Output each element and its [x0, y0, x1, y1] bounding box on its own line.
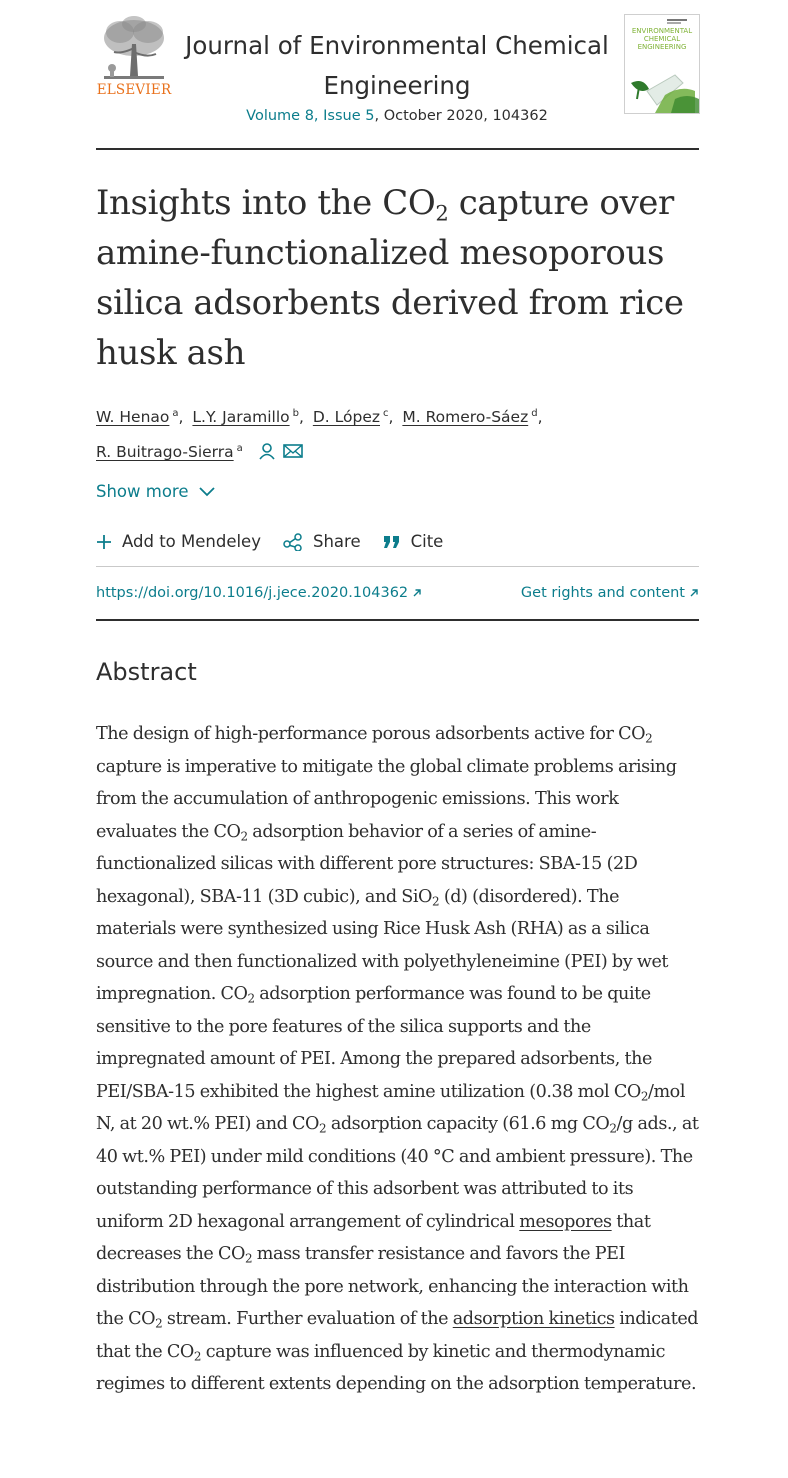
affiliation-marker[interactable]: c	[383, 408, 389, 419]
add-to-mendeley-button[interactable]	[96, 532, 261, 551]
mendeley-label: Add to Mendeley	[122, 532, 261, 551]
doi-text: https://doi.org/10.1016/j.jece.2020.104362	[96, 585, 409, 601]
share-icon	[283, 533, 303, 551]
show-more-button[interactable]	[96, 482, 215, 501]
journal-header	[96, 0, 699, 150]
share-label: Share	[312, 532, 361, 551]
rights-link[interactable]	[521, 585, 699, 601]
publisher-name: ELSEVIER	[96, 82, 172, 98]
author-link[interactable]: D. López	[312, 408, 380, 426]
author-link[interactable]: R. Buitrago-Sierra	[96, 443, 234, 461]
affiliation-marker[interactable]: b	[292, 408, 299, 419]
external-link-icon	[689, 588, 699, 598]
show-more-label: Show more	[96, 482, 189, 501]
cover-rule	[667, 22, 681, 24]
plus-icon	[96, 534, 112, 550]
abstract-heading: Abstract	[96, 658, 197, 686]
article-title: Insights into the $CO_2$ capture over amine-functionalized mesoporous silica adsorbents derived from rice husk ash	[96, 183, 684, 373]
article-page	[96, 0, 699, 1394]
topic-link-mesopores[interactable]: mesopores	[519, 1211, 612, 1232]
author-link[interactable]: M. Romero-Sáez	[402, 408, 529, 426]
issue-info	[174, 108, 620, 124]
external-link-icon	[412, 588, 422, 598]
chevron-down-icon	[199, 487, 215, 497]
cover-title: ENVIRONMENTAL CHEMICAL ENGINEERING	[631, 27, 693, 51]
cover-rule	[667, 19, 687, 21]
share-button[interactable]	[283, 532, 361, 551]
doi-bar	[96, 566, 699, 621]
quote-icon	[383, 535, 401, 549]
issue-date: , October 2020, 104362	[374, 108, 548, 124]
email-icon[interactable]	[283, 443, 303, 459]
cite-label: Cite	[410, 532, 444, 551]
author-link[interactable]: L.Y. Jaramillo	[192, 408, 290, 426]
cite-button[interactable]	[383, 532, 444, 551]
person-icon[interactable]	[258, 442, 276, 460]
author-link[interactable]: W. Henao	[96, 408, 170, 426]
issue-link[interactable]: Volume 8, Issue 5	[246, 108, 375, 124]
rights-text: Get rights and content	[520, 585, 685, 601]
cover-art	[625, 55, 699, 113]
author-icons	[258, 442, 303, 460]
affiliation-marker[interactable]: a	[172, 408, 179, 419]
affiliation-marker[interactable]: d	[531, 408, 538, 419]
abstract-text: The design of high-performance porous adsorbents active for $CO_2$ capture is imperative to mitigate the global climate problems arising from the accumulation of anthropogenic emissions. This work evaluates the $CO_2$ adsorption behavior of a series of amine-functionalized silicas with different pore structures: SBA-15 (2D hexagonal), SBA-11 (3D cubic), and SiO$_2$ (d) (disordered). The materials were synthesized using Rice Husk Ash (RHA) as a silica source and then functionalized with polyethyleneimine (PEI) by wet impregnation. $CO_2$ adsorption performance was found to be quite sensitive to the pore features of the silica supports and the impregnated amount of PEI. Among the prepared adsorbents, the PEI/SBA-15 exhibited the highest amine utilization (0.38 mol $CO_2$/mol N, at 20 wt.% PEI) and $CO_2$ adsorption capacity (61.6 mg $CO_2/g$ ads., at 40 wt.% PEI) under mild conditions (40 °C and ambient pressure). The outstanding performance of this adsorbent was attributed to its uniform 2D hexagonal arrangement of cylindrical mesopores that decreases the $CO_2$ mass transfer resistance and favors the PEI distribution through the pore network, enhancing the interaction with the $CO_2$ stream. Further evaluation of the adsorption kinetics indicated that the $CO_2$ capture was influenced by kinetic and thermodynamic regimes to different extents depending on the adsorption temperature.	[96, 724, 699, 1394]
doi-link[interactable]	[96, 585, 422, 601]
affiliation-marker[interactable]: a	[236, 443, 243, 454]
journal-cover-image[interactable]	[624, 14, 700, 114]
journal-title[interactable]: Journal of Environmental Chemical Engineering	[185, 31, 609, 100]
author-list: W. Henao $^a$, L.Y. Jaramillo $^b$, D. López $^c$, M. Romero-Sáez $^d$, R. Buitrago-Sierra $^a$	[96, 408, 543, 461]
article-actions	[96, 532, 465, 551]
topic-link-adsorption-kinetics[interactable]: adsorption kinetics	[452, 1309, 615, 1329]
